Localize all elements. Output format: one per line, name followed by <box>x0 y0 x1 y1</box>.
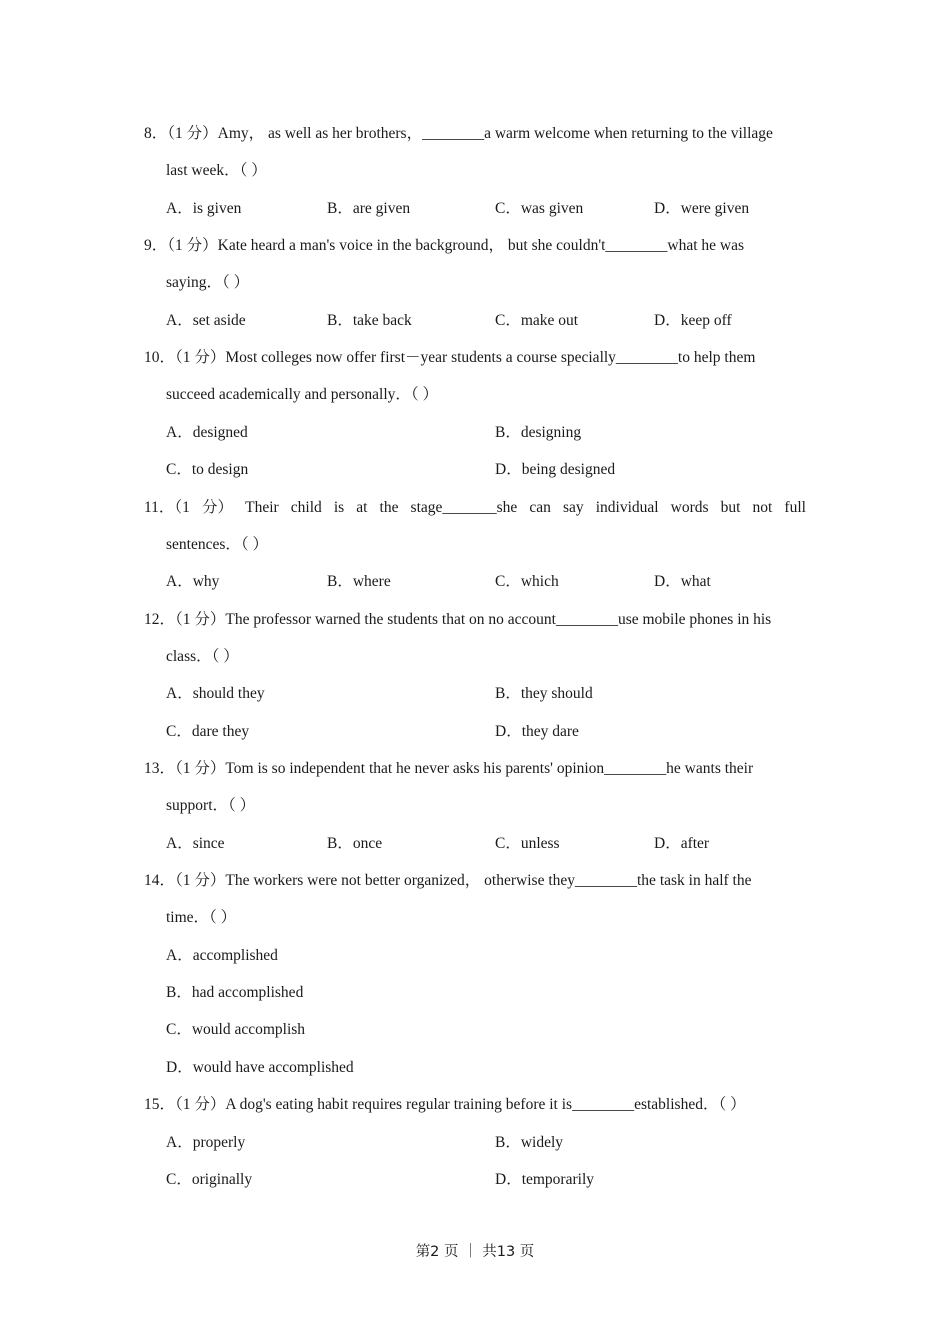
q13-option-d: D．after <box>654 835 710 852</box>
q9-option-a: A．set aside <box>166 312 246 329</box>
q11-word: is <box>333 499 345 516</box>
question-15-stem: 15．（1 分）A dog's eating habit requires regular training before it is________established．（ ） <box>144 1096 746 1113</box>
q9-option-d: D．keep off <box>654 312 732 329</box>
q14-option-a: A．accomplished <box>166 947 278 964</box>
q11-word: words <box>670 499 709 516</box>
q12-option-c: C．dare they <box>166 723 250 740</box>
q14-option-d: D．would have accomplished <box>166 1059 354 1076</box>
question-13-stem: 13．（1 分）Tom is so independent that he never asks his parents' opinion________he wants their <box>144 760 754 777</box>
question-11-stem <box>144 498 806 518</box>
question-10-stem-cont: succeed academically and personally．（ ） <box>166 386 438 403</box>
q11-word: child <box>290 499 322 516</box>
q15-option-c: C．originally <box>166 1171 253 1188</box>
q10-option-c: C．to design <box>166 461 249 478</box>
question-12-stem: 12．（1 分）The professor warned the students that on no account________use mobile phones in his <box>144 611 772 628</box>
q10-option-d: D．being designed <box>495 461 616 478</box>
q11-word: say <box>562 499 584 516</box>
q14-option-c: C．would accomplish <box>166 1021 306 1038</box>
question-9-stem-cont: saying．（ ） <box>166 274 250 291</box>
q11-word: stage_______she <box>410 499 518 516</box>
q11-option-d: D．what <box>654 573 711 590</box>
q11-word: not <box>752 499 773 516</box>
q9-option-b: B．take back <box>327 312 412 329</box>
q8-option-a: A．is given <box>166 200 242 217</box>
q15-option-d: D．temporarily <box>495 1171 595 1188</box>
q12-option-a: A．should they <box>166 685 265 702</box>
q11-word: at <box>356 499 368 516</box>
q11-word: 11．（1 <box>144 499 190 516</box>
q13-option-b: B．once <box>327 835 383 852</box>
q11-option-c: C．which <box>495 573 559 590</box>
question-10-stem: 10．（1 分）Most colleges now offer first－year students a course specially________to help them <box>144 349 756 366</box>
q14-option-b: B．had accomplished <box>166 984 304 1001</box>
q15-option-b: B．widely <box>495 1134 564 1151</box>
q11-word: but <box>720 499 741 516</box>
question-14-stem: 14．（1 分）The workers were not better organized， otherwise they________the task in half the <box>144 872 752 889</box>
q11-option-b: B．where <box>327 573 391 590</box>
q8-option-d: D．were given <box>654 200 750 217</box>
q13-option-a: A．since <box>166 835 225 852</box>
question-11-stem-cont: sentences．（ ） <box>166 536 269 553</box>
q11-word: the <box>379 499 399 516</box>
question-9-stem: 9．（1 分）Kate heard a man's voice in the background， but she couldn't________what he was <box>144 237 745 254</box>
q11-word: full <box>784 499 806 516</box>
page-footer: 第2 页 ｜ 共13 页 <box>415 1244 535 1260</box>
q10-option-a: A．designed <box>166 424 248 441</box>
q12-option-d: D．they dare <box>495 723 579 740</box>
q9-option-c: C．make out <box>495 312 579 329</box>
q11-word: 分） <box>202 499 234 516</box>
q11-option-a: A．why <box>166 573 220 590</box>
q10-option-b: B．designing <box>495 424 582 441</box>
q13-option-c: C．unless <box>495 835 560 852</box>
question-12-stem-cont: class．（ ） <box>166 648 239 665</box>
question-14-stem-cont: time．（ ） <box>166 909 237 926</box>
q8-option-b: B．are given <box>327 200 411 217</box>
q11-word: Their <box>245 499 279 516</box>
question-8-stem-cont: last week．（ ） <box>166 162 267 179</box>
q11-word: can <box>529 499 551 516</box>
question-13-stem-cont: support．（ ） <box>166 797 256 814</box>
q8-option-c: C．was given <box>495 200 584 217</box>
question-8-stem: 8．（1 分）Amy， as well as her brothers，________a warm welcome when returning to the village <box>144 125 773 142</box>
q15-option-a: A．properly <box>166 1134 246 1151</box>
q12-option-b: B．they should <box>495 685 593 702</box>
q11-word: individual <box>595 499 659 516</box>
